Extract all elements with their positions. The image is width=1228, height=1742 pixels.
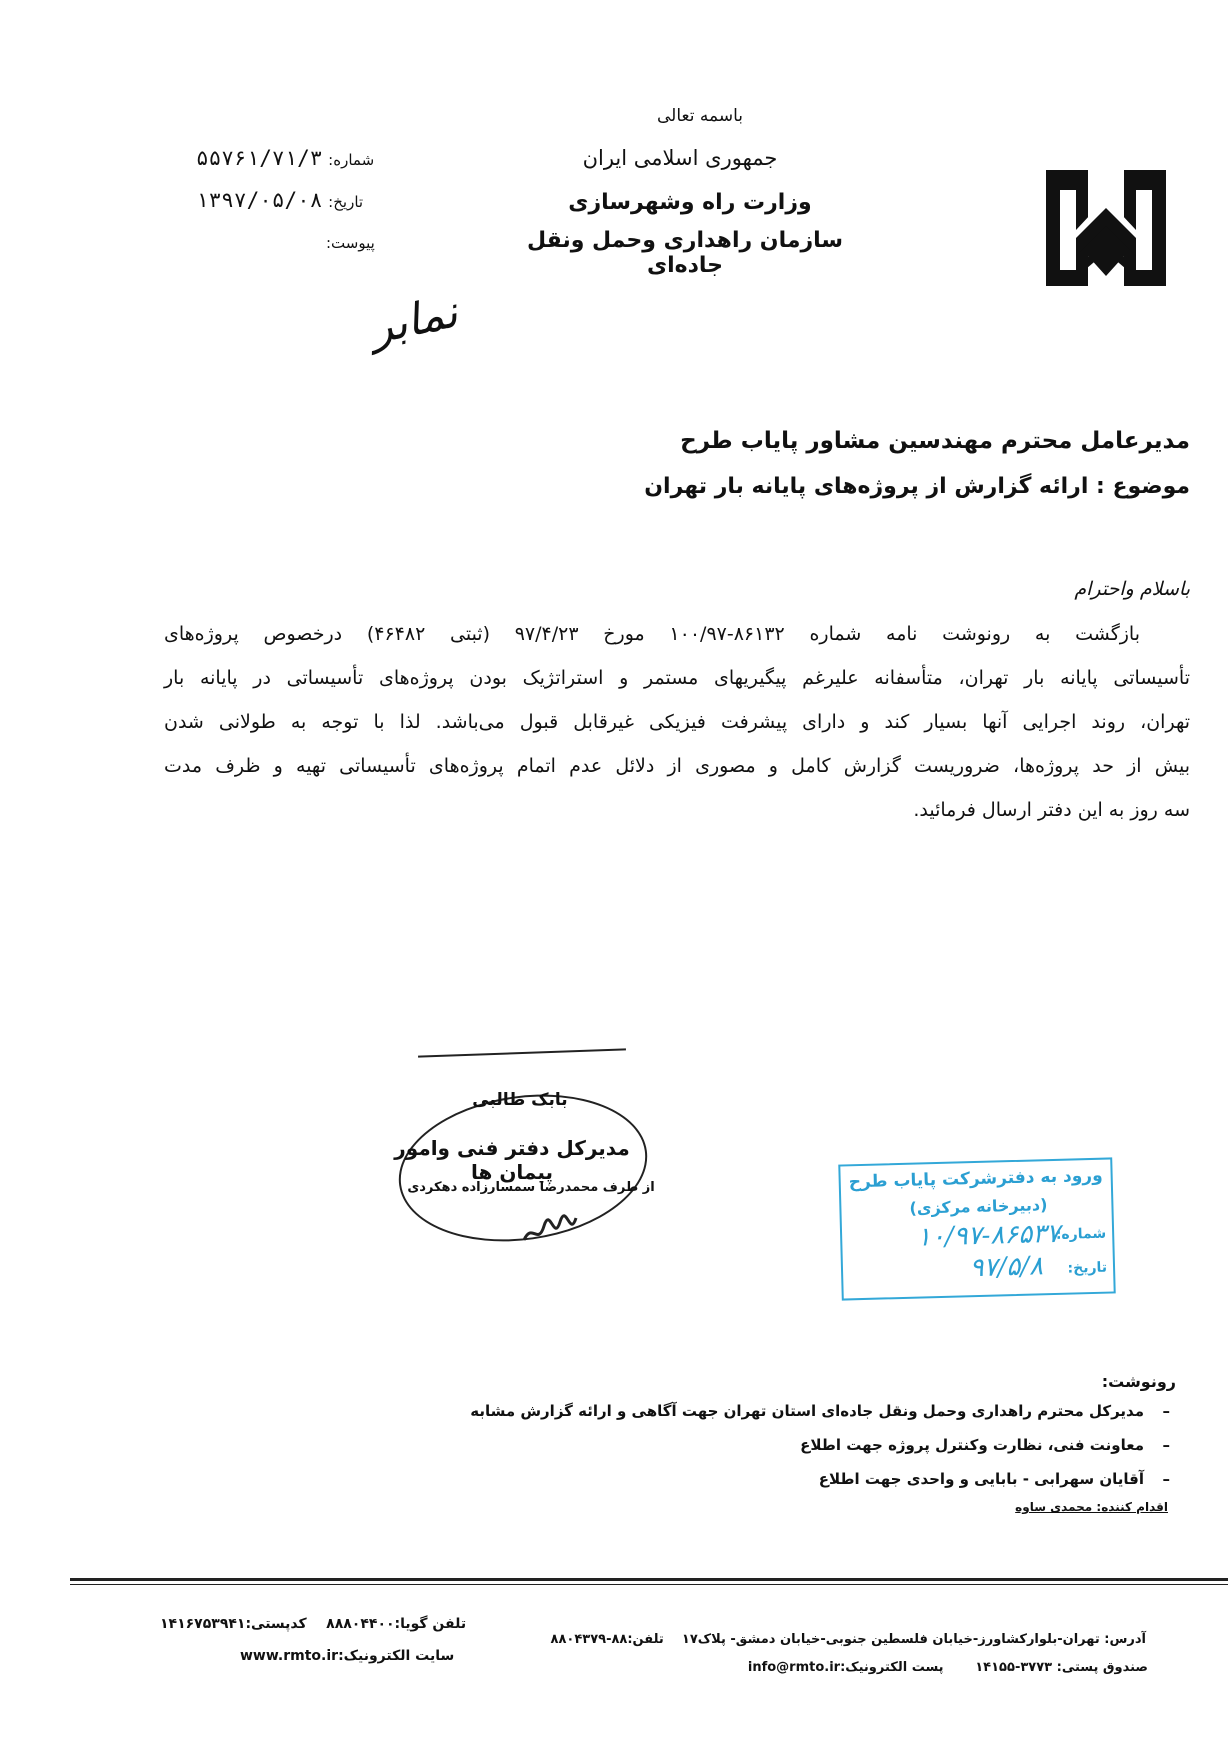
greeting: باسلام واحترام: [1074, 578, 1190, 600]
copies-title: رونوشت:: [1101, 1372, 1176, 1391]
basmala: باسمه تعالی: [657, 106, 743, 126]
republic-name: جمهوری اسلامی ایران: [582, 146, 778, 170]
footer-contact-line: [160, 1616, 466, 1632]
fax-handwritten-mark: نمابر: [365, 286, 462, 355]
footer-address-line: [551, 1632, 1146, 1647]
subject-line: موضوع : ارائه گزارش از پروژه‌های پایانه بار تهران: [644, 474, 1190, 499]
letter-date: [196, 188, 363, 212]
signatory-title: مدیرکل دفتر فنی وامور پیمان ها: [394, 1136, 630, 1184]
ministry-name: وزارت راه وشهرسازی: [568, 190, 812, 215]
stamp-number-value: ۱۰/۹۷-۸۶۵۳۷: [916, 1218, 1061, 1253]
letter-attachment: [326, 232, 375, 253]
footer-website-line: [240, 1648, 454, 1664]
stamp-subtitle: (دبیرخانه مرکزی): [909, 1195, 1048, 1218]
letter-number-label: شماره:: [328, 151, 375, 169]
organization-logo: [1040, 160, 1172, 296]
action-by: اقدام کننده: محمدی ساوه: [1015, 1500, 1168, 1514]
body-line: تأسیساتی پایانه بار تهران، متأسفانه علیرغم پیگیریهای مستمر و استراتژیک بودن پروژه‌های تأسیساتی در پایانه بار: [164, 667, 1190, 689]
recipient-line: مدیرعامل محترم مهندسین مشاور پایاب طرح: [680, 428, 1190, 454]
footer-email: پست الکترونیک:info@rmto.ir: [747, 1660, 944, 1675]
footer-rule: [70, 1578, 1228, 1581]
stamp-date-value: ۹۷/۵/۸: [969, 1251, 1044, 1284]
signatory-name: بابک طالبی: [472, 1090, 568, 1110]
body-line: تهران، روند اجرایی آنها بسیار کند و دارای پیشرفت فیزیکی غیرقابل قبول می‌باشد. لذا با توجه به طولانی شدن: [164, 711, 1190, 733]
signatory-on-behalf: از طرف محمدرضا سمسارزاده دهکردی: [407, 1180, 655, 1195]
footer-address: آدرس: تهران-بلوارکشاورز-خیابان فلسطین جنوبی-خیابان دمشق- پلاک۱۷: [681, 1632, 1146, 1647]
body-line: بازگشت به رونوشت نامه شماره ۸۶۱۳۲-۱۰۰/۹۷ مورخ ۹۷/۴/۲۳ (ثبتی ۴۶۴۸۲) درخصوص پروژه‌های: [164, 623, 1140, 645]
stamp-date-label: تاریخ:: [1067, 1259, 1108, 1277]
body-line: بیش از حد پروژه‌ها، ضروریست گزارش کامل و مصوری از دلائل عدم اتمام پروژه‌های تأسیساتی تهیه و ظرف مدت: [164, 755, 1190, 777]
signature-rule: [418, 1048, 626, 1057]
body-line: سه روز به این دفتر ارسال فرمائید.: [913, 799, 1190, 821]
footer-website: سایت الکترونیک:www.rmto.ir: [240, 1648, 455, 1664]
stamp-title: ورود به دفترشرکت پایاب طرح: [848, 1165, 1103, 1193]
letter-date-label: تاریخ:: [328, 193, 364, 211]
copy-recipient: مدیرکل محترم راهداری وحمل ونقل جاده‌ای استان تهران جهت آگاهی و ارائه گزارش مشابه –: [470, 1402, 1144, 1420]
letter-date-value: ۱۳۹۷/۰۵/۰۸: [196, 188, 323, 212]
attachment-label: پیوست:: [326, 234, 375, 252]
footer-postal-code: کدپستی:۱۴۱۶۷۵۳۹۴۱: [160, 1616, 307, 1632]
received-stamp: [838, 1157, 1115, 1300]
letter-number-value: ۵۵۷۶۱/۷۱/۳: [196, 146, 323, 170]
handwritten-signature: [520, 1212, 580, 1248]
letter-body: [164, 612, 1190, 832]
organization-name: سازمان راهداری وحمل ونقل جاده‌ای: [526, 228, 844, 278]
footer-fax: تلفن گویا:۸۸۸۰۴۴۰۰: [326, 1616, 467, 1632]
footer-phone: تلفن:۸۸-۸۸۰۴۳۷۹: [550, 1632, 664, 1647]
footer-postal-line: [748, 1660, 1148, 1675]
footer-rule-thin: [70, 1584, 1228, 1585]
letter-number: [196, 146, 374, 170]
copy-recipient: معاونت فنی، نظارت وکنترل پروژه جهت اطلاع –: [800, 1436, 1144, 1454]
footer-po-box: صندوق پستی: ۳۷۷۳-۱۴۱۵۵: [975, 1660, 1148, 1675]
stamp-number-label: شماره:: [1055, 1225, 1107, 1243]
copy-recipient: آقایان سهرابی - بابایی و واحدی جهت اطلاع –: [819, 1470, 1144, 1488]
